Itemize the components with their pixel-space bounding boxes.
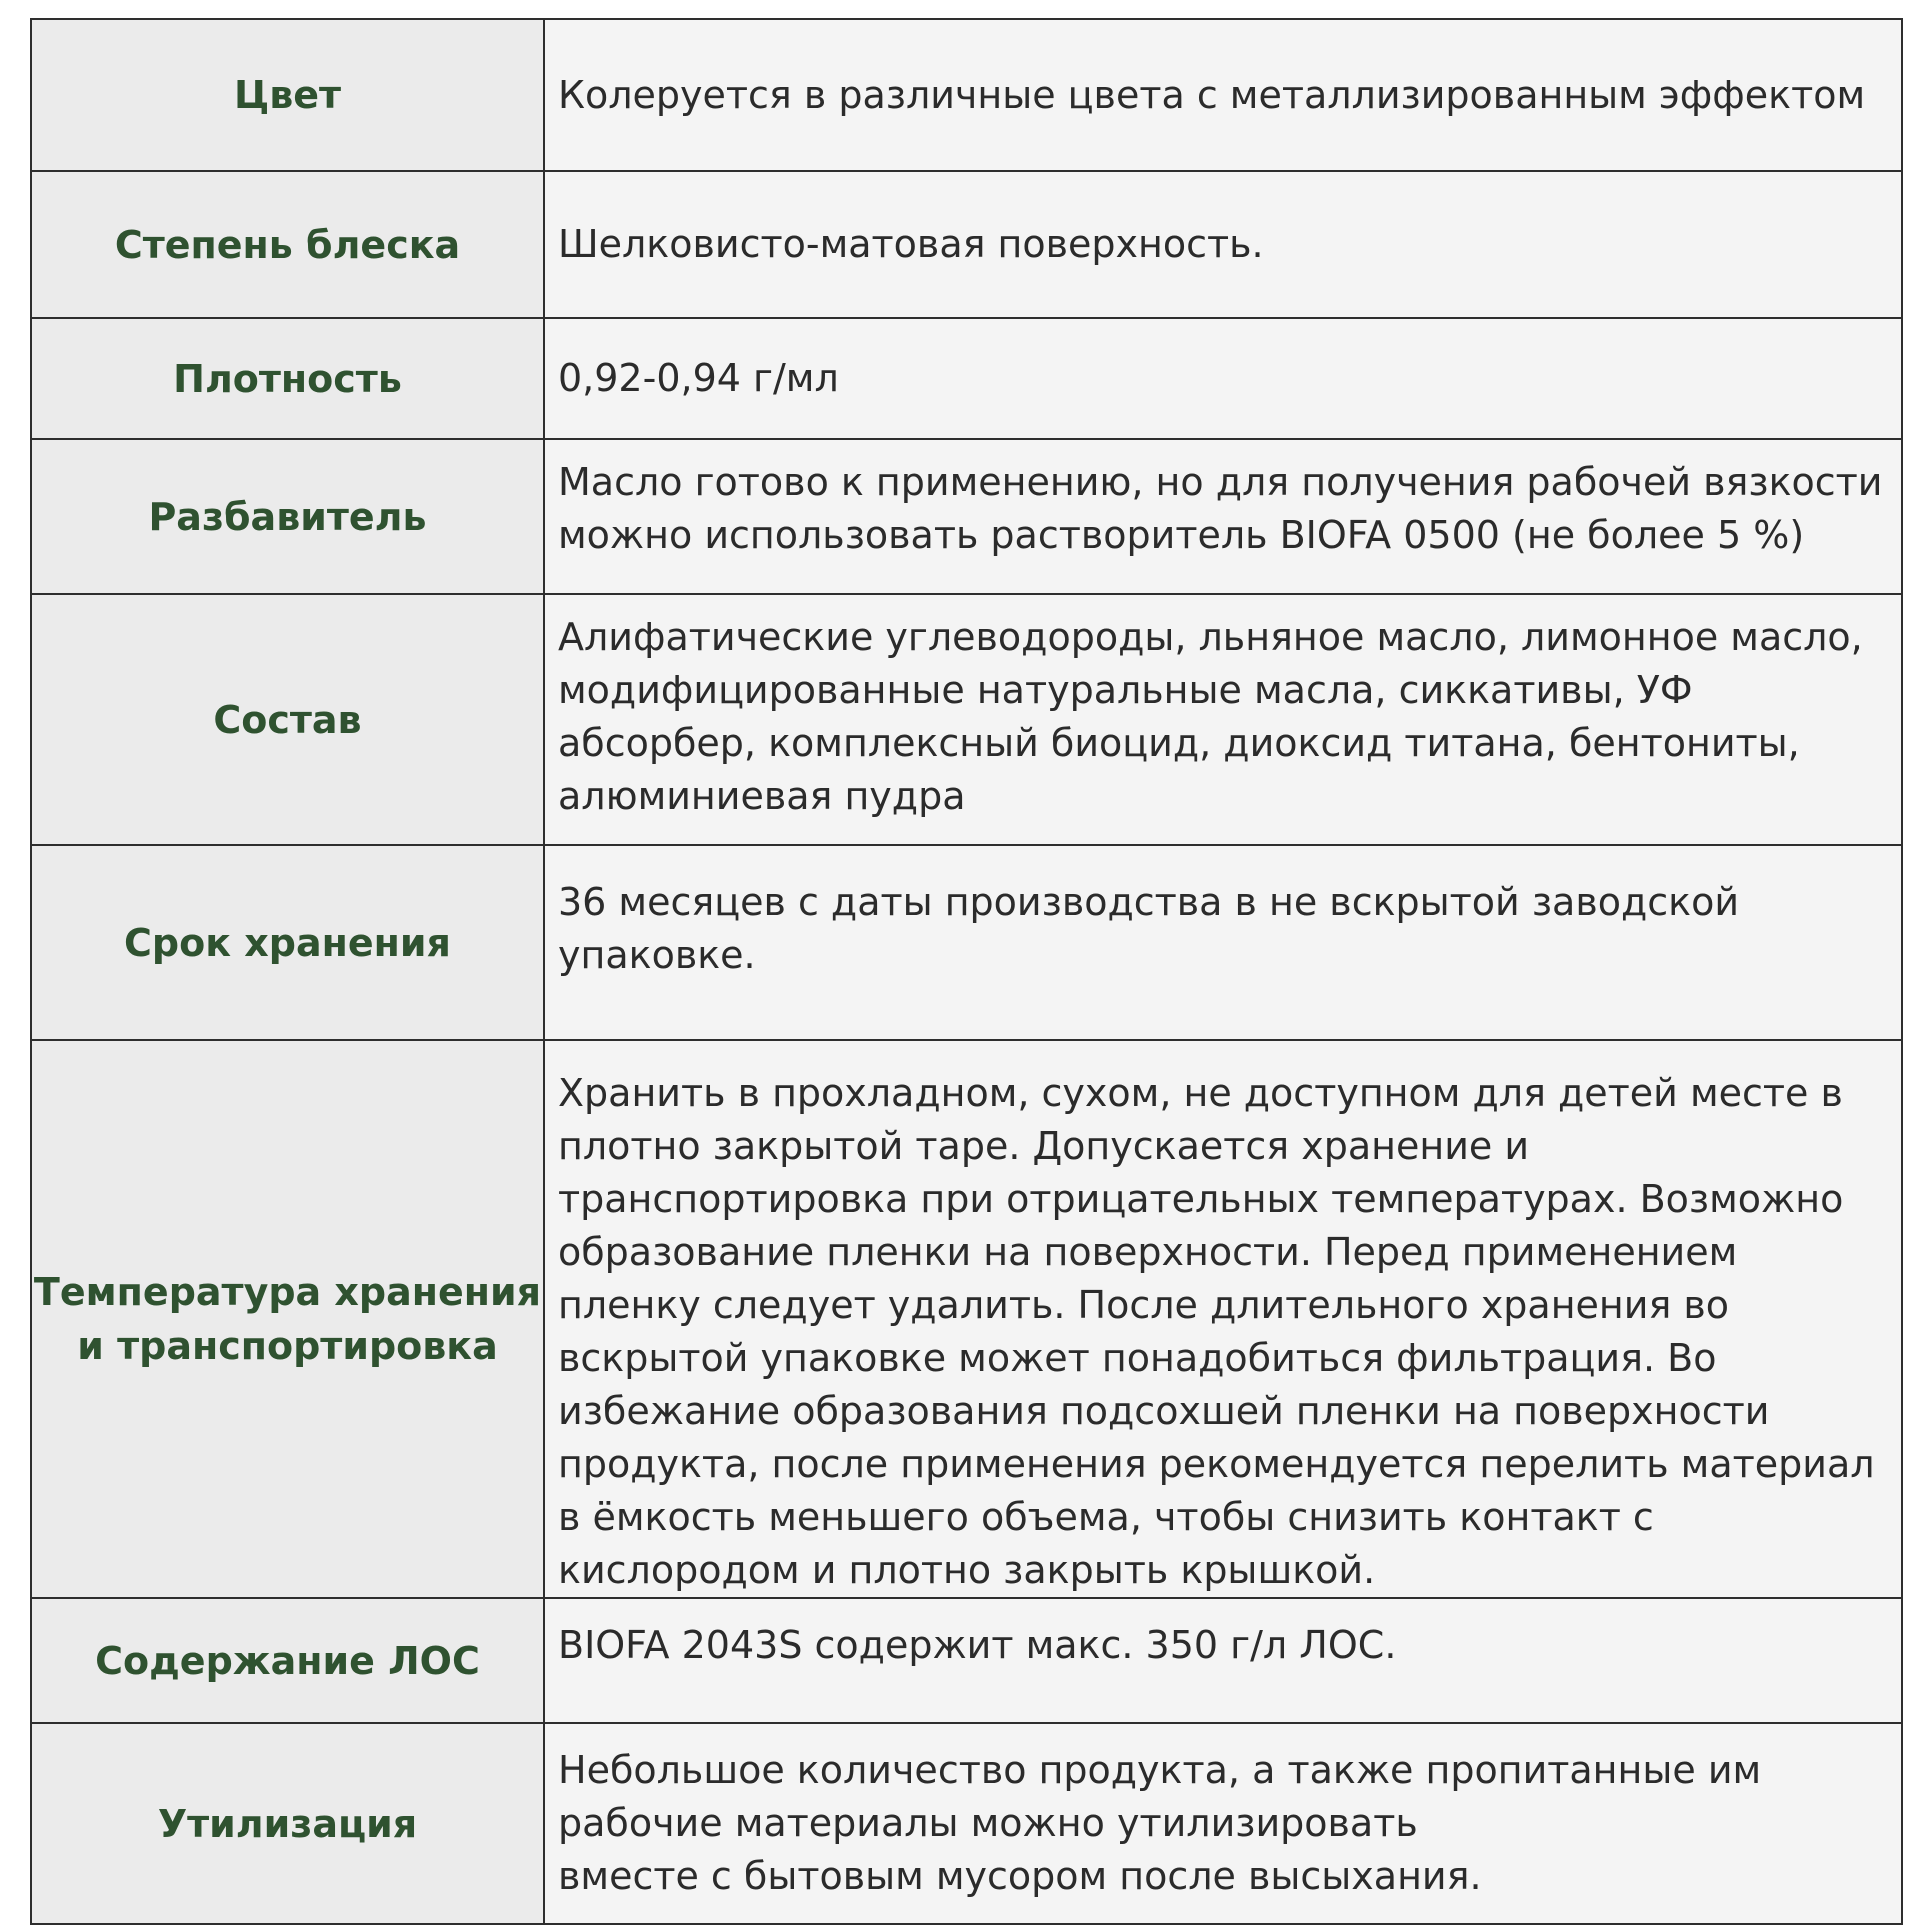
row-value-color: Колеруется в различные цвета с металлизированным эффектом (544, 19, 1902, 171)
row-value-voc: BIOFA 2043S содержит макс. 350 г/л ЛОС. (544, 1598, 1902, 1723)
table-row (31, 171, 1902, 318)
row-label-voc: Содержание ЛОС (31, 1598, 544, 1723)
row-value-thinner: Масло готово к применению, но для получения рабочей вязкости можно использовать растворитель BIOFA 0500 (не более 5 %) (544, 439, 1902, 594)
table-row (31, 439, 1902, 594)
table-row (31, 1598, 1902, 1723)
table-row (31, 19, 1902, 171)
row-label-shelf-life: Срок хранения (31, 845, 544, 1040)
row-label-disposal: Утилизация (31, 1723, 544, 1924)
row-label-density: Плотность (31, 318, 544, 439)
row-label-color: Цвет (31, 19, 544, 171)
table-row (31, 845, 1902, 1040)
row-value-composition: Алифатические углеводороды, льняное масло, лимонное масло, модифицированные натуральные масла, сиккативы, УФ абсорбер, комплексный биоцид, диоксид титана, бентониты, алюминиевая пудра (544, 594, 1902, 845)
properties-table (30, 18, 1903, 1925)
row-value-gloss: Шелковисто-матовая поверхность. (544, 171, 1902, 318)
row-value-storage: Хранить в прохладном, сухом, не доступном для детей месте в плотно закрытой таре. Допускается хранение и транспортировка при отрицательных температурах. Возможно образование пленки на поверхности. Перед применением пленку следует удалить. После длительного хранения во вскрытой упаковке может понадобиться фильтрация. Во избежание образования подсохшей пленки на поверхности продукта, после применения рекомендуется перелить материал в ёмкость меньшего объема, чтобы снизить контакт с кислородом и плотно закрыть крышкой. (544, 1040, 1902, 1598)
row-value-disposal: Небольшое количество продукта, а также пропитанные им рабочие материалы можно утилизировать вместе с бытовым мусором после высыхания. (544, 1723, 1902, 1924)
table-row (31, 1723, 1902, 1924)
row-value-shelf-life: 36 месяцев с даты производства в не вскрытой заводской упаковке. (544, 845, 1902, 1040)
row-label-storage: Температура хранения и транспортировка (31, 1040, 544, 1598)
table-row (31, 318, 1902, 439)
table-row (31, 594, 1902, 845)
row-label-thinner: Разбавитель (31, 439, 544, 594)
table-row (31, 1040, 1902, 1598)
row-label-composition: Состав (31, 594, 544, 845)
row-label-gloss: Степень блеска (31, 171, 544, 318)
row-value-density: 0,92-0,94 г/мл (544, 318, 1902, 439)
